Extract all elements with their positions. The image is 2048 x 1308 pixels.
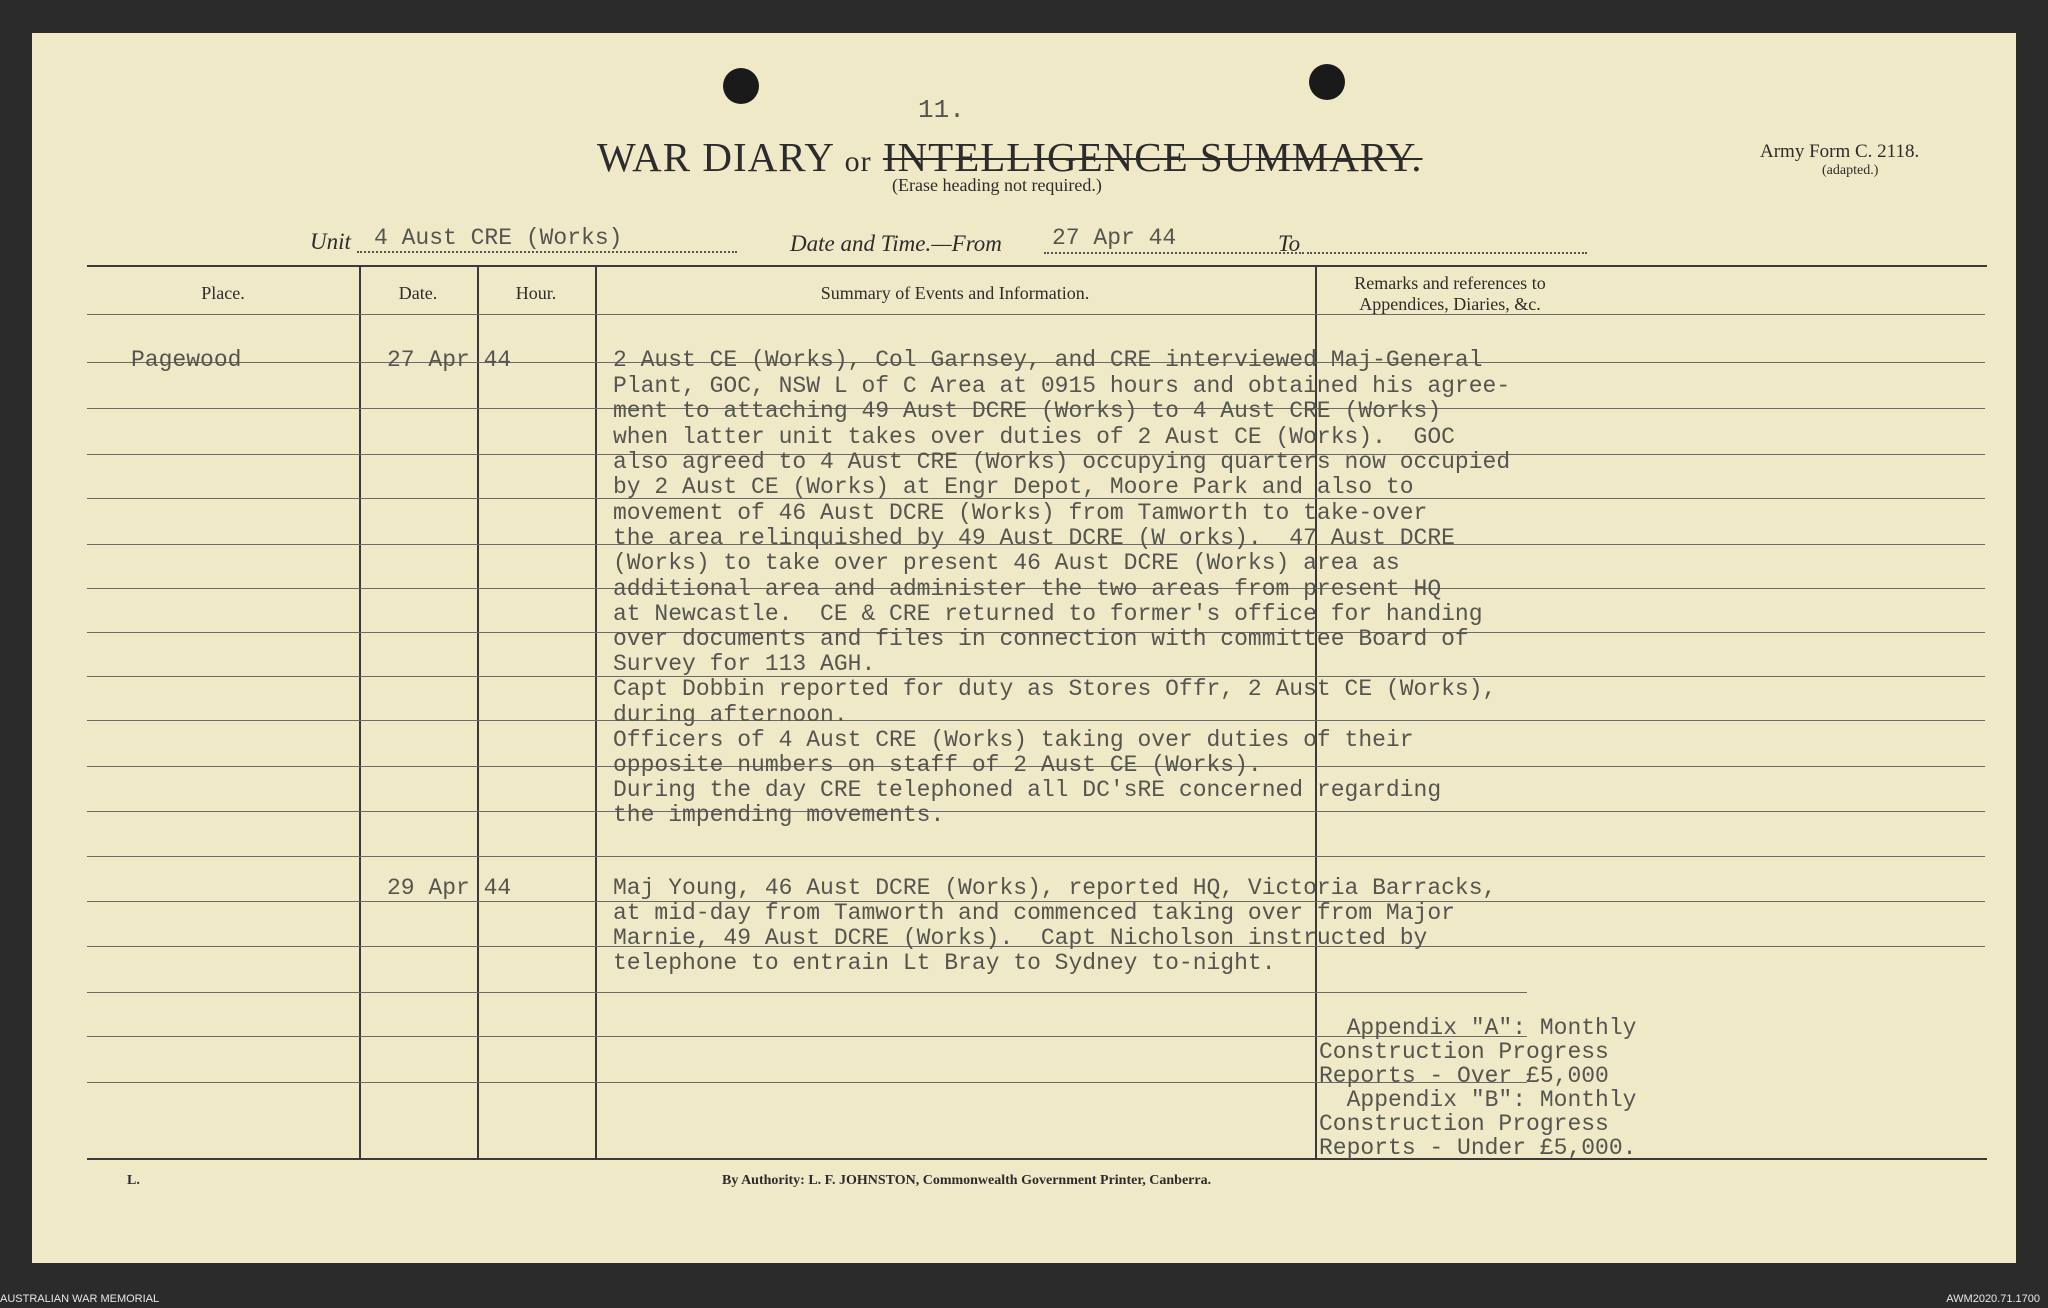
summary-line: during afternoon. (613, 702, 848, 728)
summary-line: over documents and files in connection with committee Board of (613, 626, 1469, 652)
table-rule (87, 992, 1527, 993)
summary-line: (Works) to take over present 46 Aust DCRE (Works) area as (613, 550, 1400, 576)
summary-line: at Newcastle. CE & CRE returned to former's office for handing (613, 601, 1483, 627)
unit-value: 4 Aust CRE (Works) (374, 225, 623, 251)
summary-line: 2 Aust CE (Works), Col Garnsey, and CRE interviewed Maj-General (613, 347, 1483, 373)
document-page (32, 33, 2016, 1263)
summary-line: additional area and administer the two areas from present HQ (613, 576, 1442, 602)
diary-table (87, 265, 1987, 1161)
army-form-number: Army Form C. 2118. (1760, 141, 1920, 162)
column-header-hour: Hour. (515, 283, 557, 303)
remarks-rule (1315, 811, 1985, 812)
date-from-label: Date and Time.—From (790, 231, 1002, 256)
date-to-dotted-line (1307, 252, 1587, 254)
summary-line: Marnie, 49 Aust DCRE (Works). Capt Nicholson instructed by (613, 925, 1428, 951)
summary-line: when latter unit takes over duties of 2 Aust CE (Works). GOC (613, 424, 1455, 450)
table-rule (87, 1082, 1527, 1083)
summary-line: at mid-day from Tamworth and commenced taking over from Major (613, 900, 1455, 926)
remarks-line: Reports - Under £5,000. (1319, 1135, 1637, 1161)
remarks-header-line-2: Appendices, Diaries, &c. (1359, 294, 1541, 314)
remarks-rule (1315, 766, 1985, 767)
unit-dotted-line (357, 251, 737, 253)
unit-label: Unit (310, 229, 351, 254)
remarks-rule (1315, 720, 1985, 721)
remarks-rule (1315, 314, 1985, 315)
table-top-border (87, 265, 1987, 267)
summary-line: Plant, GOC, NSW L of C Area at 0915 hours and obtained his agree- (613, 373, 1511, 399)
date-from-dotted-line (1044, 252, 1304, 254)
summary-line: ment to attaching 49 Aust DCRE (Works) to 4 Aust CRE (Works) (613, 398, 1442, 424)
remarks-line: Reports - Over £5,000 (1319, 1063, 1609, 1089)
column-divider-hour (595, 265, 597, 1158)
remarks-line: Construction Progress (1319, 1111, 1609, 1137)
title-intelligence-summary: INTELLIGENCE SUMMARY. (882, 134, 1423, 180)
erase-note: (Erase heading not required.) (892, 175, 1102, 195)
table-rule (87, 1036, 1527, 1037)
remarks-line: Appendix "A": Monthly (1319, 1015, 1637, 1041)
printer-authority: By Authority: L. F. JOHNSTON, Commonwealth Government Printer, Canberra. (722, 1173, 1212, 1188)
remarks-header-line-1: Remarks and references to (1354, 273, 1546, 293)
summary-line: Survey for 113 AGH. (613, 651, 876, 677)
archive-institution: AUSTRALIAN WAR MEMORIAL (0, 1293, 160, 1305)
adapted-note: (adapted.) (1822, 163, 1879, 178)
date-to-label: To (1278, 231, 1301, 256)
column-divider-date (477, 265, 479, 1158)
form-title (597, 133, 1423, 181)
summary-line: During the day CRE telephoned all DC'sRE concerned regarding (613, 777, 1442, 803)
remarks-rule (1315, 498, 1985, 499)
title-or: or (844, 145, 872, 178)
summary-line: also agreed to 4 Aust CRE (Works) occupying quarters now occupied (613, 449, 1511, 475)
punch-hole-right (1309, 64, 1345, 100)
column-header-remarks (1315, 273, 1585, 315)
column-header-date: Date. (398, 283, 438, 303)
remarks-rule (1315, 856, 1985, 857)
title-war-diary: WAR DIARY (597, 134, 834, 180)
remarks-line: Construction Progress (1319, 1039, 1609, 1065)
column-divider-place (359, 265, 361, 1158)
summary-line: Officers of 4 Aust CRE (Works) taking over duties of their (613, 727, 1414, 753)
column-header-summary: Summary of Events and Information. (820, 283, 1090, 303)
summary-line: telephone to entrain Lt Bray to Sydney to-night. (613, 950, 1276, 976)
column-header-place: Place. (201, 283, 245, 303)
summary-line: by 2 Aust CE (Works) at Engr Depot, Moore Park and also to (613, 474, 1414, 500)
archive-reference: AWM2020.71.1700 (1946, 1293, 2040, 1305)
footer-mark: L. (127, 1173, 140, 1188)
summary-line: opposite numbers on staff of 2 Aust CE (Works). (613, 752, 1262, 778)
summary-line: Maj Young, 46 Aust DCRE (Works), reported HQ, Victoria Barracks, (613, 875, 1497, 901)
table-bottom-border (87, 1158, 1987, 1160)
table-rule (87, 856, 1527, 857)
summary-line: the area relinquished by 49 Aust DCRE (W orks). 47 Aust DCRE (613, 525, 1455, 551)
page-number: 11. (918, 95, 965, 125)
summary-line: Capt Dobbin reported for duty as Stores Offr, 2 Aust CE (Works), (613, 676, 1497, 702)
date-from-value: 27 Apr 44 (1052, 225, 1177, 251)
table-rule (87, 314, 1527, 315)
punch-hole-left (723, 68, 759, 104)
summary-line: movement of 46 Aust DCRE (Works) from Tamworth to take-over (613, 500, 1428, 526)
summary-line: the impending movements. (613, 802, 945, 828)
remarks-line: Appendix "B": Monthly (1319, 1087, 1637, 1113)
entry-place: Pagewood (131, 347, 242, 373)
entry-date: 27 Apr 44 (387, 347, 512, 373)
entry-date: 29 Apr 44 (387, 875, 512, 901)
